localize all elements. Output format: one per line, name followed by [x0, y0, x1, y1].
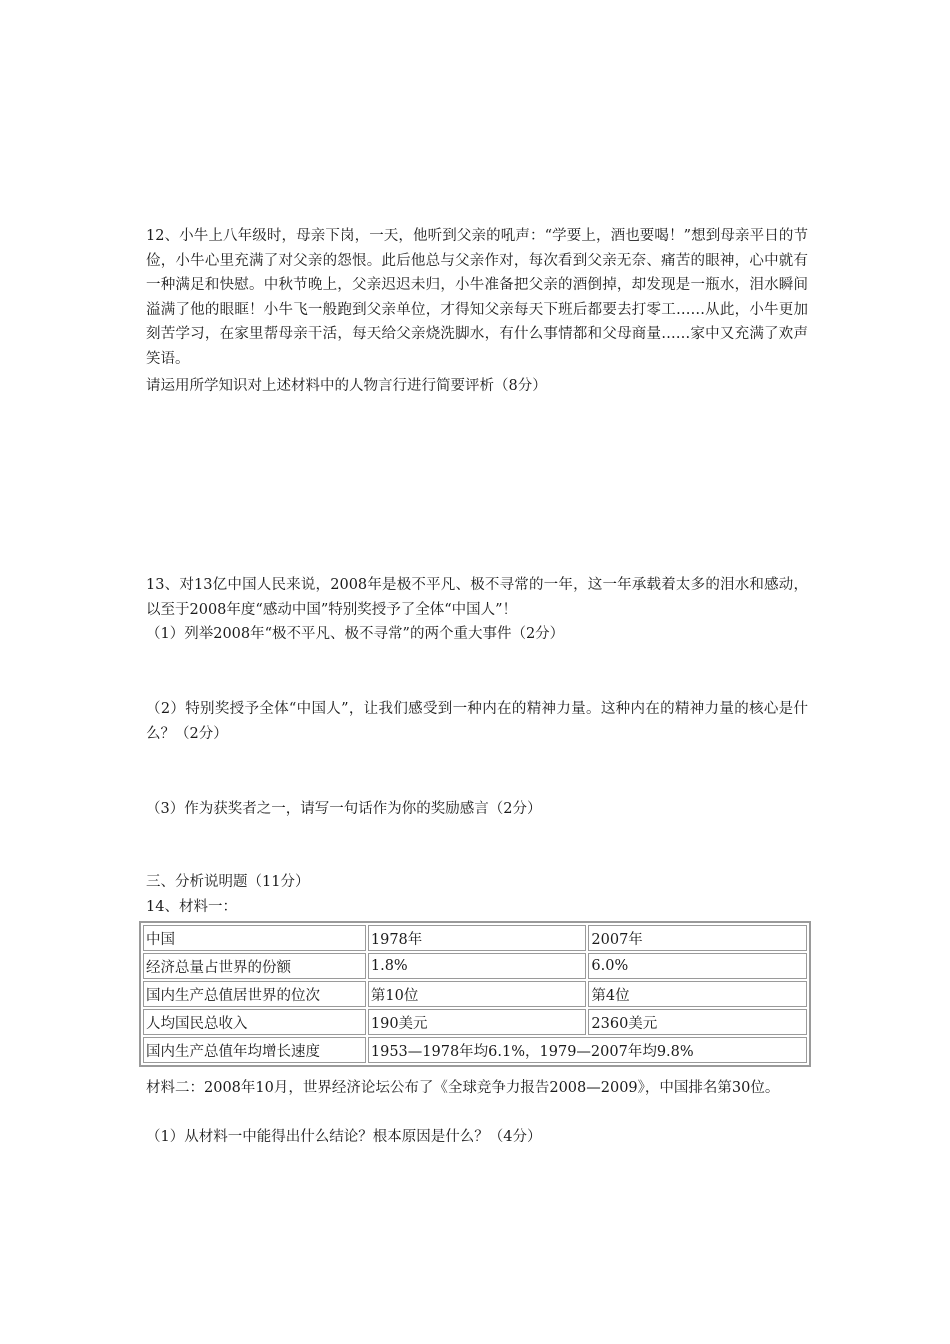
table-cell: 190美元: [368, 1009, 587, 1035]
table-cell: 国内生产总值年均增长速度: [143, 1037, 366, 1063]
table-row: [143, 1037, 807, 1063]
table-row: [143, 953, 807, 979]
table-cell: 中国: [143, 925, 366, 951]
economic-data-table: [139, 921, 811, 1067]
table-cell: 1953—1978年均6.1%，1979—2007年均9.8%: [368, 1037, 807, 1063]
table-row: [143, 925, 807, 951]
table-row: [143, 1009, 807, 1035]
table-row: [143, 981, 807, 1007]
question-14-label: 14、材料一：: [146, 899, 237, 915]
table-cell: 经济总量占世界的份额: [143, 953, 366, 979]
material-2-text: 材料二：2008年10月，世界经济论坛公布了《全球竞争力报告2008—2009》，中国排名第30位。: [146, 1080, 780, 1096]
table-cell: 人均国民总收入: [143, 1009, 366, 1035]
table-cell: 2007年: [588, 925, 807, 951]
table-cell: 第10位: [368, 981, 587, 1007]
question-13-sub2: （2）特别奖授予全体“中国人”，让我们感受到一种内在的精神力量。这种内在的精神力量的核心是什么？（2分）: [146, 701, 808, 742]
table-cell: 6.0%: [588, 953, 807, 979]
table-cell: 2360美元: [588, 1009, 807, 1035]
question-13-text: 13、对13亿中国人民来说，2008年是极不平凡、极不寻常的一年，这一年承载着太多的泪水和感动，以至于2008年度“感动中国”特别奖授予了全体“中国人”！: [146, 577, 808, 618]
section-3-heading: 三、分析说明题（11分）: [146, 874, 310, 890]
question-12-text: 12、小牛上八年级时，母亲下岗，一天，他听到父亲的吼声：“学要上，酒也要喝！”想到母亲平日的节俭，小牛心里充满了对父亲的怨恨。此后他总与父亲作对，每次看到父亲无奈、痛苦的眼神，心中就有一种满足和快慰。中秋节晚上，父亲迟迟未归，小牛准备把父亲的酒倒掉，却发现是一瓶水，泪水瞬间溢满了他的眼眶！小牛飞一般跑到父亲单位，才得知父亲每天下班后都要去打零工……从此，小牛更加刻苦学习，在家里帮母亲干活，每天给父亲烧洗脚水，有什么事情都和父母商量……家中又充满了欢声笑语。: [146, 228, 808, 367]
table-cell: 1978年: [368, 925, 587, 951]
question-14-sub1: （1）从材料一中能得出什么结论？根本原因是什么？（4分）: [146, 1129, 542, 1145]
question-13-sub3: （3）作为获奖者之一，请写一句话作为你的奖励感言（2分）: [146, 801, 542, 817]
question-13-sub1: （1）列举2008年“极不平凡、极不寻常”的两个重大事件（2分）: [146, 626, 565, 642]
question-12-prompt: 请运用所学知识对上述材料中的人物言行进行简要评析（8分）: [146, 378, 547, 394]
table-cell: 第4位: [588, 981, 807, 1007]
table-cell: 1.8%: [368, 953, 587, 979]
table-cell: 国内生产总值居世界的位次: [143, 981, 366, 1007]
